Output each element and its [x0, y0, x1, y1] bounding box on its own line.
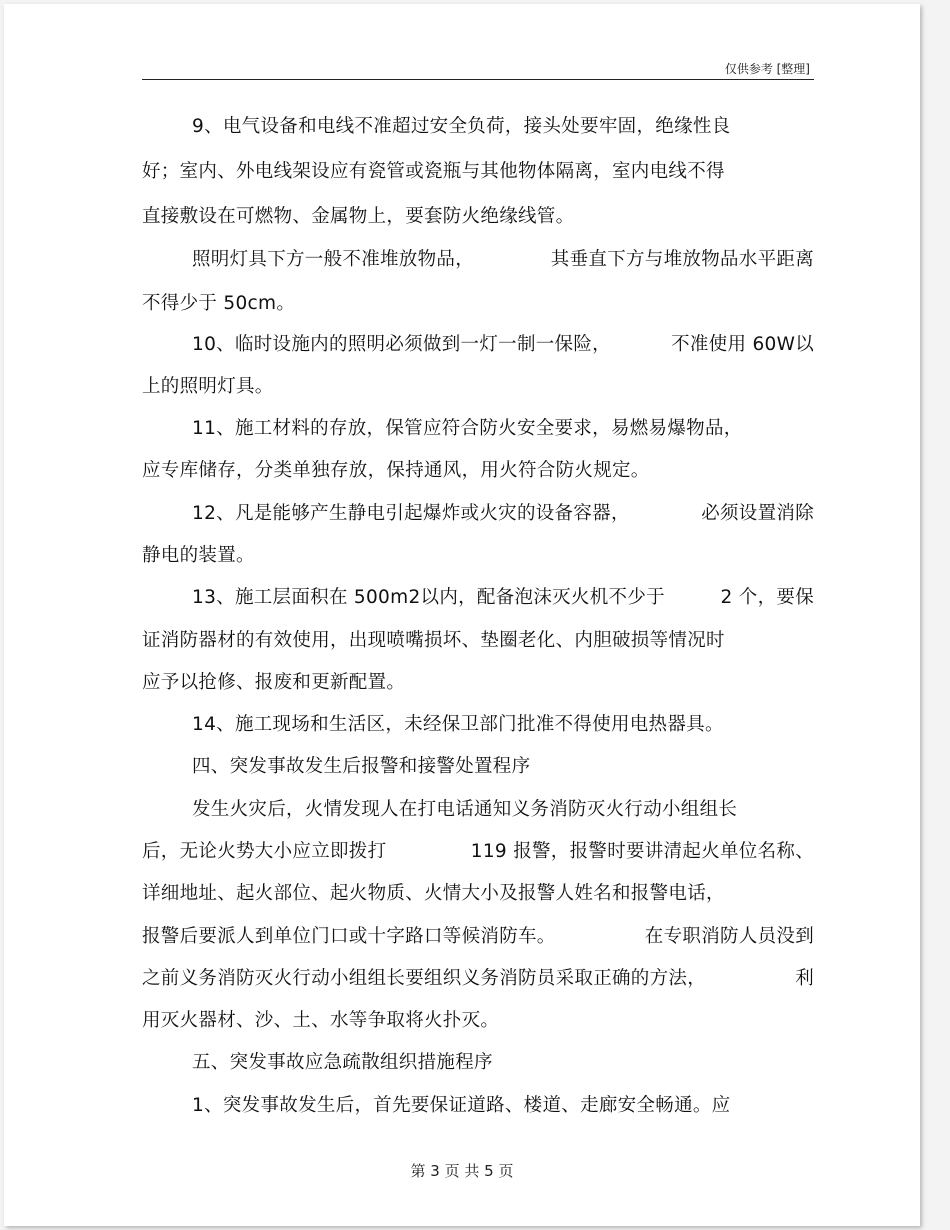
text-line-21: 之前义务消防灭火行动小组组长要组织义务消防员采取正确的方法， 利 — [142, 968, 814, 989]
text-line-4: 照明灯具下方一般不准堆放物品， 其垂直下方与堆放物品水平距离 — [192, 249, 814, 270]
text-line-19: 详细地址、起火部位、起火物质、火情大小及报警人姓名和报警电话， — [142, 883, 725, 904]
text-line-7: 上的照明灯具。 — [142, 376, 274, 397]
header-rule — [142, 79, 814, 80]
text-line-3: 直接敷设在可燃物、金属物上，要套防火绝缘线管。 — [142, 206, 575, 227]
document-page — [4, 4, 920, 1226]
text-line-11: 静电的装置。 — [142, 545, 255, 566]
text-line-24: 1、突发事故发生后，首先要保证道路、楼道、走廊安全畅通。应 — [192, 1095, 731, 1116]
text-line-6: 10、临时设施内的照明必须做到一灯一制一保险， 不准使用 60W以 — [192, 334, 814, 355]
text-line-12: 13、施工层面积在 500m2以内，配备泡沫灭火机不少于 2 个，要保 — [192, 587, 814, 608]
text-line-20: 报警后要派人到单位门口或十字路口等候消防车。 在专职消防人员没到 — [142, 926, 814, 947]
text-line-5: 不得少于 50cm。 — [142, 293, 296, 314]
text-line-15: 14、施工现场和生活区，未经保卫部门批准不得使用电热器具。 — [192, 714, 724, 735]
text-line-9: 应专库储存，分类单独存放，保持通风，用火符合防火规定。 — [142, 460, 650, 481]
text-line-17: 发生火灾后，火情发现人在打电话通知义务消防灭火行动小组组长 — [192, 799, 738, 820]
text-line-14: 应予以抢修、报废和更新配置。 — [142, 672, 406, 693]
text-line-18: 后，无论火势大小应立即拨打 119 报警，报警时要讲清起火单位名称、 — [142, 841, 814, 862]
text-line-1: 9、电气设备和电线不准超过安全负荷，接头处要牢固，绝缘性良 — [192, 116, 731, 137]
text-line-8: 11、施工材料的存放，保管应符合防火安全要求，易燃易爆物品， — [192, 418, 743, 439]
text-line-22: 用灭火器材、沙、土、水等争取将火扑灭。 — [142, 1010, 500, 1031]
header-note: 仅供参考 [整理] — [724, 62, 810, 76]
text-line-2: 好；室内、外电线架设应有瓷管或瓷瓶与其他物体隔离，室内电线不得 — [142, 161, 725, 182]
text-line-10: 12、凡是能够产生静电引起爆炸或火灾的设备容器， 必须设置消除 — [192, 503, 814, 524]
page-number-footer: 第 3 页 共 5 页 — [410, 1162, 514, 1180]
text-line-13: 证消防器材的有效使用，出现喷嘴损坏、垫圈老化、内胆破损等情况时 — [142, 630, 725, 651]
section-heading-5: 五、突发事故应急疏散组织措施程序 — [192, 1052, 493, 1073]
section-heading-4: 四、突发事故发生后报警和接警处置程序 — [192, 756, 531, 777]
